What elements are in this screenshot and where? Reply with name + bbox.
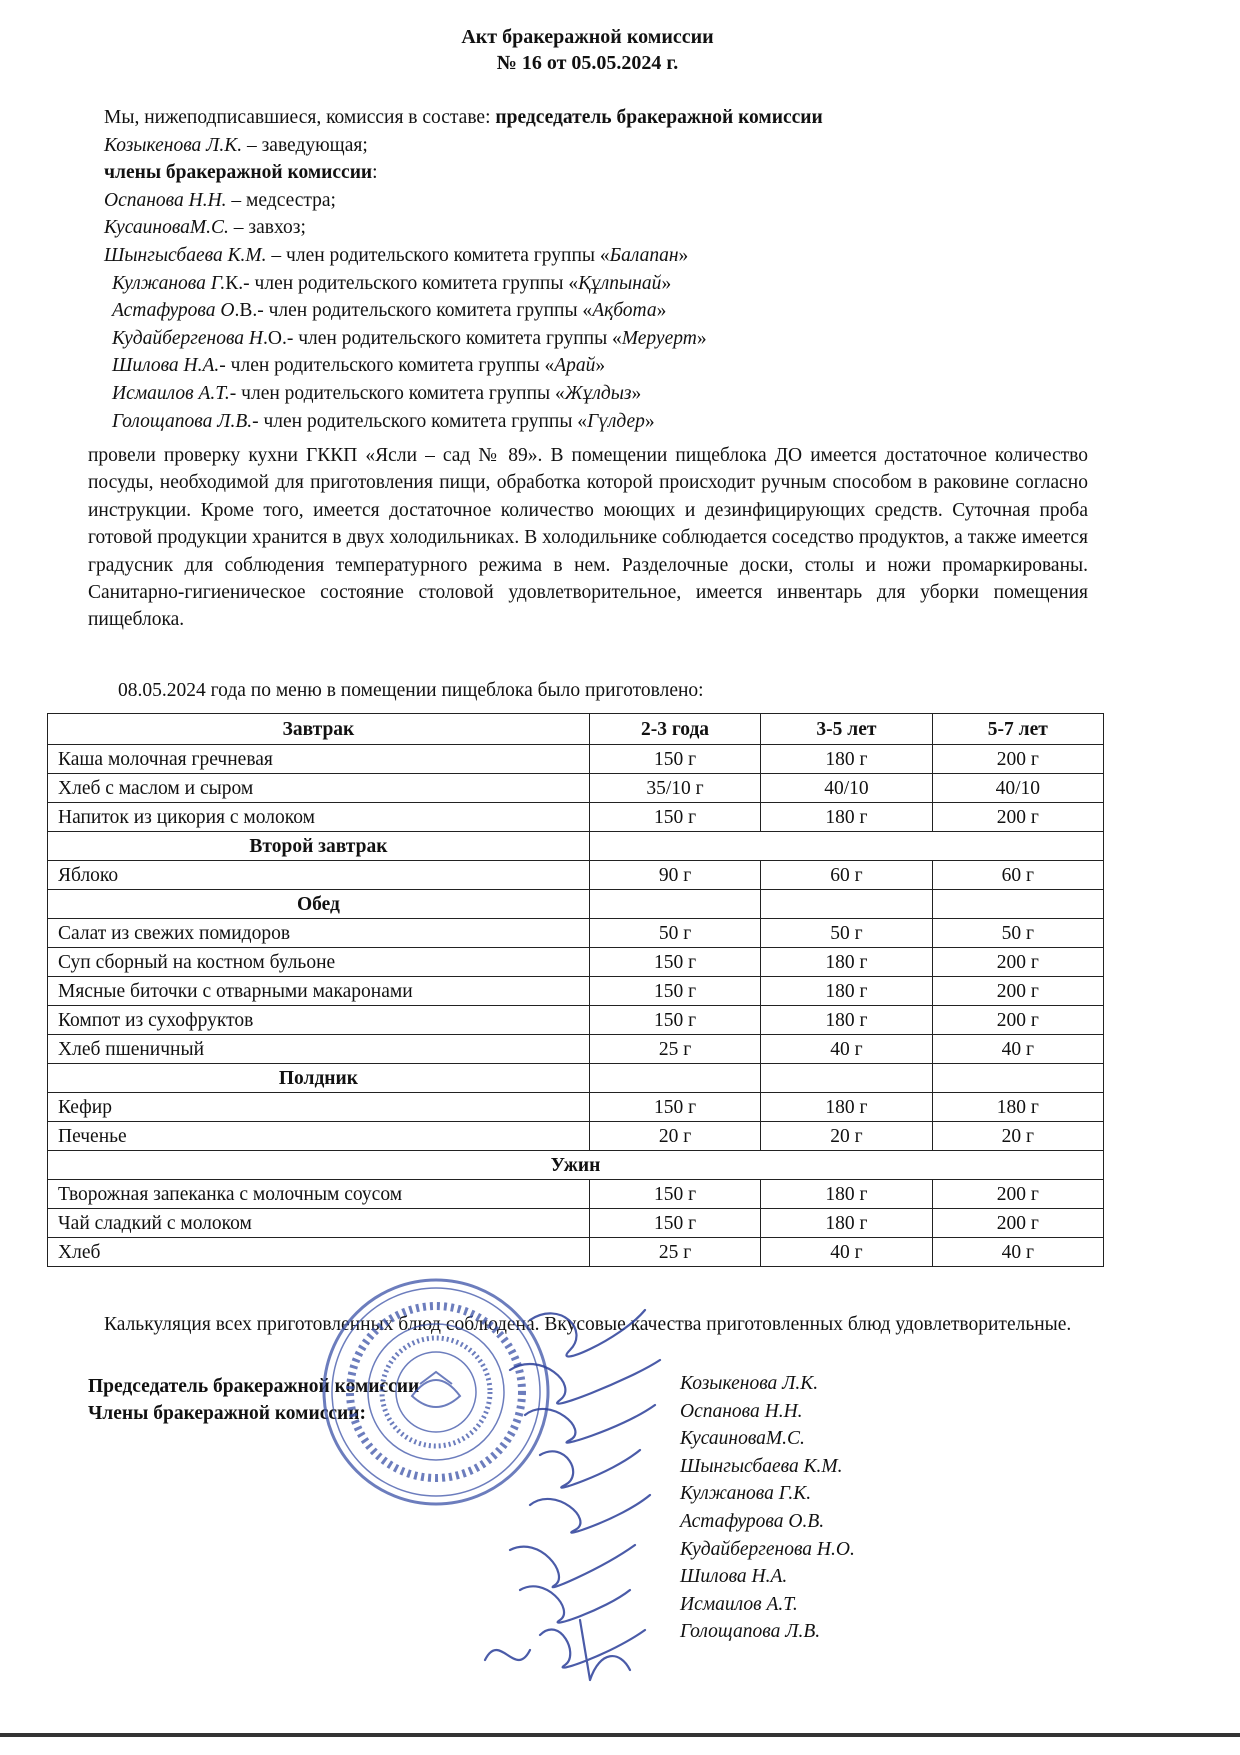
commission-list: [104, 104, 1084, 435]
section-row-dinner: Ужин: [48, 1151, 1104, 1180]
table-row: Печенье 20 г 20 г 20 г: [48, 1122, 1104, 1151]
member-line: Шилова Н.А.- член родительского комитета группы «Арай»: [112, 355, 606, 377]
signatory-name: Исмаилов А.Т.: [680, 1593, 798, 1615]
signatory-name: Кудайбергенова Н.О.: [680, 1538, 855, 1560]
signatory-name: КусаиноваМ.С.: [680, 1428, 805, 1450]
signatory-name: Шынгысбаева К.М.: [680, 1455, 843, 1477]
document-title: Акт бракеражной комиссии: [461, 26, 714, 48]
signatory-name: Шилова Н.А.: [680, 1566, 788, 1588]
menu-table: [47, 713, 1104, 1267]
table-row: Компот из сухофруктов 150 г 180 г 200 г: [48, 1006, 1104, 1035]
signatory-name: Козыкенова Л.К.: [680, 1373, 819, 1394]
member-line: Оспанова Н.Н. – медсестра;: [104, 189, 336, 211]
inspection-paragraph: провели проверку кухни ГККП «Ясли – сад № 89». В помещении пищеблока ДО имеется достаточное количество посуды, необходимой для приготовления пищи, обработка которой происходит ручным способом в раковине согласно инструкции. Кроме того, имеется достаточное количество моющих и дезинфицирующих средств. Суточная проба готовой продукции хранится в двух холодильниках. В холодильнике соблюдается соседство продуктов, а также имеется градусник для соблюдения температурного режима в нем. Разделочные доски, столы и ножи промаркированы. Санитарно-гигиеническое состояние столовой удовлетворительное, имеется инвентарь для уборки помещения пищеблока.: [88, 445, 1088, 631]
table-row: Хлеб 25 г 40 г 40 г: [48, 1238, 1104, 1267]
member-line: Кулжанова Г.К.- член родительского комитета группы «Құлпынай»: [112, 272, 672, 294]
signatory-name: Астафурова О.В.: [680, 1510, 825, 1532]
table-row: Салат из свежих помидоров 50 г 50 г 50 г: [48, 919, 1104, 948]
member-line: КусаиноваМ.С. – завхоз;: [104, 217, 306, 239]
members-label: члены бракеражной комиссии: [104, 162, 373, 184]
header-age-5-7: 5-7 лет: [932, 714, 1103, 745]
table-row: Хлеб пшеничный 25 г 40 г 40 г: [48, 1035, 1104, 1064]
chair-name: Козыкенова Л.К.: [104, 134, 243, 156]
table-row: Чай сладкий с молоком 150 г 180 г 200 г: [48, 1209, 1104, 1238]
section-row-lunch: Обед: [48, 890, 1104, 919]
header-age-2-3: 2-3 года: [589, 714, 760, 745]
section-row-snack: Полдник: [48, 1064, 1104, 1093]
chair-line: Козыкенова Л.К. – заведующая;: [104, 134, 368, 156]
bottom-scan-edge: [0, 1733, 1240, 1737]
signatory-name: Оспанова Н.Н.: [680, 1400, 803, 1422]
signatory-name: Кулжанова Г.К.: [680, 1483, 812, 1505]
handwritten-signatures: [470, 1290, 710, 1690]
calculation-text: Калькуляция всех приготовленных блюд соблюдена. Вкусовые качества приготовленных блюд удовлетворительные.: [104, 1314, 1072, 1335]
members-label-line: члены бракеражной комиссии:: [104, 162, 378, 184]
header-age-3-5: 3-5 лет: [761, 714, 932, 745]
members-signature-label: Члены бракеражной комиссии:: [88, 1403, 366, 1424]
table-row: Кефир 150 г 180 г 180 г: [48, 1093, 1104, 1122]
chair-title: председатель бракеражной комиссии: [495, 107, 823, 128]
signatory-name: Голощапова Л.В.: [680, 1621, 821, 1643]
section-row-second-breakfast: Второй завтрак: [48, 832, 1104, 861]
member-line: Астафурова О.В.- член родительского комитета группы «Ақбота»: [112, 300, 667, 322]
table-row: Напиток из цикория с молоком 150 г 180 г 200 г: [48, 803, 1104, 832]
member-line: Кудайбергенова Н.О.- член родительского комитета группы «Меруерт»: [112, 327, 707, 349]
menu-intro: 08.05.2024 года по меню в помещении пищеблока было приготовлено:: [118, 680, 704, 701]
intro-lead-line: Мы, нижеподписавшиеся, комиссия в составе: председатель бракеражной комиссии: [104, 107, 823, 128]
table-row: Каша молочная гречневая 150 г 180 г 200 г: [48, 745, 1104, 774]
member-line: Голощапова Л.В.- член родительского комитета группы «Гүлдер»: [112, 410, 655, 432]
table-header-row: [48, 714, 1104, 745]
table-row: Мясные биточки с отварными макаронами 150 г 180 г 200 г: [48, 977, 1104, 1006]
table-row: Хлеб с маслом и сыром 35/10 г 40/10 40/10: [48, 774, 1104, 803]
table-row: Творожная запеканка с молочным соусом 150 г 180 г 200 г: [48, 1180, 1104, 1209]
document-number: № 16 от 05.05.2024 г.: [496, 52, 679, 74]
header-breakfast: Завтрак: [48, 714, 590, 745]
member-line: Шынгысбаева К.М. – член родительского комитета группы «Балапан»: [104, 244, 689, 266]
table-row: Яблоко 90 г 60 г 60 г: [48, 861, 1104, 890]
chair-signature-label: Председатель бракеражной комиссии: [88, 1376, 420, 1397]
table-row: Суп сборный на костном бульоне 150 г 180 г 200 г: [48, 948, 1104, 977]
member-line: Исмаилов А.Т.- член родительского комитета группы «Жұлдыз»: [112, 382, 642, 404]
